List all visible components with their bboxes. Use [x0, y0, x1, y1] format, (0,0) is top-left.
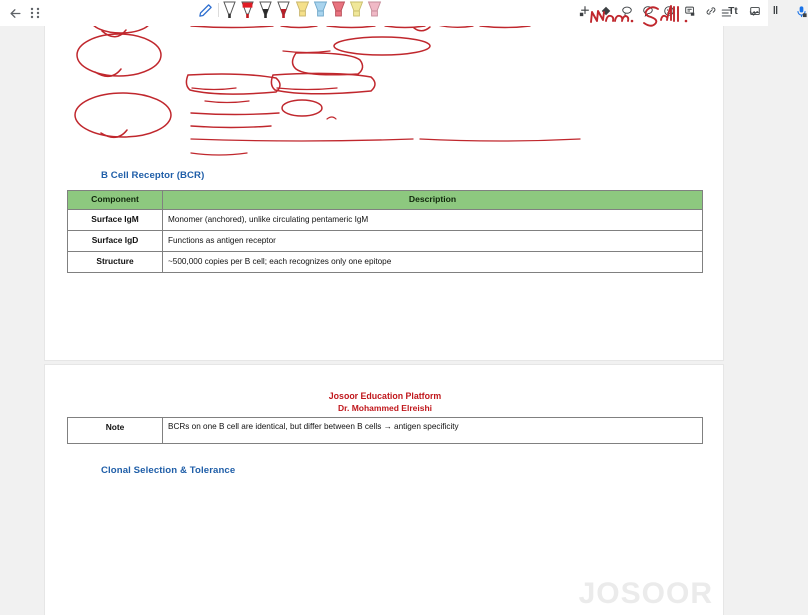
highlighter-yellow-tool[interactable] [294, 0, 311, 21]
table-header-row [68, 191, 703, 210]
highlighter-blue-tool[interactable] [312, 0, 329, 21]
bcr-cell-component: Structure [68, 252, 163, 273]
bcr-header-component: Component [68, 191, 163, 210]
highlighter-pink-tool[interactable] [366, 0, 383, 21]
bcr-section-heading: B Cell Receptor (BCR) [101, 170, 205, 181]
handwritten-note [588, 3, 698, 27]
bcr-cell-description: Monomer (anchored), unlike circulating pentameric IgM [163, 210, 703, 231]
microphone-icon[interactable] [794, 4, 808, 18]
bcr-cell-description: ~500,000 copies per B cell; each recognizes only one epitope [163, 252, 703, 273]
highlighter-red-tool[interactable] [330, 0, 347, 21]
document-page-1 [45, 0, 723, 360]
bcr-cell-description: Functions as antigen receptor [163, 231, 703, 252]
note-cell-label: Note [68, 418, 163, 444]
text-tool-icon[interactable]: Tt [728, 5, 738, 17]
pen-white-tool[interactable] [222, 0, 239, 21]
brand-line-platform: Josoor Education Platform [328, 391, 442, 401]
highlighter-lime-tool[interactable] [348, 0, 365, 21]
document-page-2 [45, 365, 723, 615]
table-row [68, 418, 703, 444]
pen-dark-tool[interactable] [258, 0, 275, 21]
pause-icon[interactable]: ‖ [772, 5, 780, 17]
bcr-cell-component: Surface IgD [68, 231, 163, 252]
page-watermark: JOSOOR [578, 577, 713, 610]
clonal-selection-heading: Clonal Selection & Tolerance [101, 465, 236, 476]
grid-apps-icon[interactable] [26, 2, 44, 24]
pen-crimson-tool[interactable] [276, 0, 293, 21]
table-row [68, 231, 703, 252]
note-cell-text: BCRs on one B cell are identical, but differ between B cells → antigen specificity [163, 418, 703, 444]
link-icon[interactable] [704, 4, 718, 18]
bcr-header-description: Description [163, 191, 703, 210]
pen-red-selected-tool[interactable] [240, 0, 257, 21]
back-arrow-icon[interactable] [6, 2, 24, 24]
bcr-table [67, 190, 703, 273]
toolbar-divider [218, 3, 219, 17]
note-table [67, 417, 703, 444]
table-row [68, 252, 703, 273]
bcr-cell-component: Surface IgM [68, 210, 163, 231]
pen-blue-tool[interactable] [198, 3, 215, 24]
image-insert-icon[interactable] [748, 4, 762, 18]
table-row [68, 210, 703, 231]
brand-line-author: Dr. Mohammed Elreishi [338, 403, 432, 413]
